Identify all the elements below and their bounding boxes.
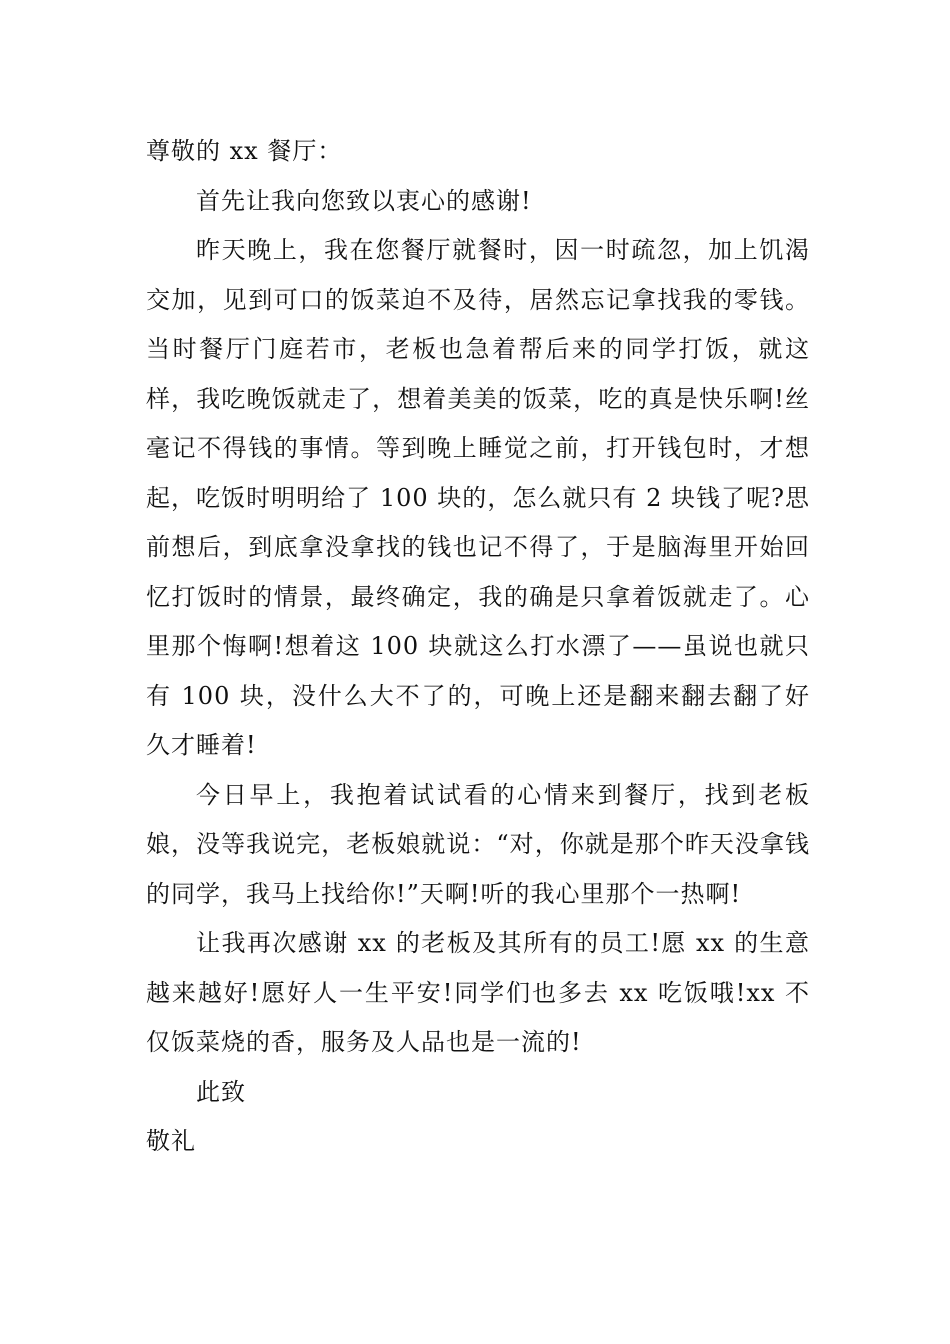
letter-salutation: 尊敬的 xx 餐厅： (146, 137, 343, 165)
letter-paragraph-opening: 首先让我向您致以衷心的感谢! (196, 186, 532, 215)
letter-paragraph-morning: 今日早上，我抱着试试看的心情来到餐厅，找到老板娘，没等我说完，老板娘就说：“对，你就是那个昨天没拿钱的同学，我马上找给你!”天啊!听的我心里那个一热啊! (146, 780, 810, 908)
letter-closing-cizhi: 此致 (196, 1077, 246, 1106)
letter-closing-jingli: 敬礼 (146, 1127, 196, 1155)
letter-paragraph-thanks: 让我再次感谢 xx 的老板及其所有的员工!愿 xx 的生意越来越好!愿好人一生平安!同学们也多去 xx 吃饭哦!xx 不仅饭菜烧的香，服务及人品也是一流的! (146, 929, 810, 1056)
thank-you-letter (146, 127, 810, 1167)
letter-paragraph-story: 昨天晚上，我在您餐厅就餐时，因一时疏忽，加上饥渴交加，见到可口的饭菜迫不及待，居然忘记拿找我的零钱。当时餐厅门庭若市，老板也急着帮后来的同学打饭，就这样，我吃晚饭就走了，想着美美的饭菜，吃的真是快乐啊!丝毫记不得钱的事情。等到晚上睡觉之前，打开钱包时，才想起，吃饭时明明给了 100 块的，怎么就只有 2 块钱了呢?思前想后，到底拿没拿找的钱也记不得了，于是脑海里开始回忆打饭时的情景，最终确定，我的确是只拿着饭就走了。心里那个悔啊!想着这 100 块就这么打水漂了——虽说也就只有 100 块，没什么大不了的，可晚上还是翻来翻去翻了好久才睡着! (146, 236, 810, 759)
